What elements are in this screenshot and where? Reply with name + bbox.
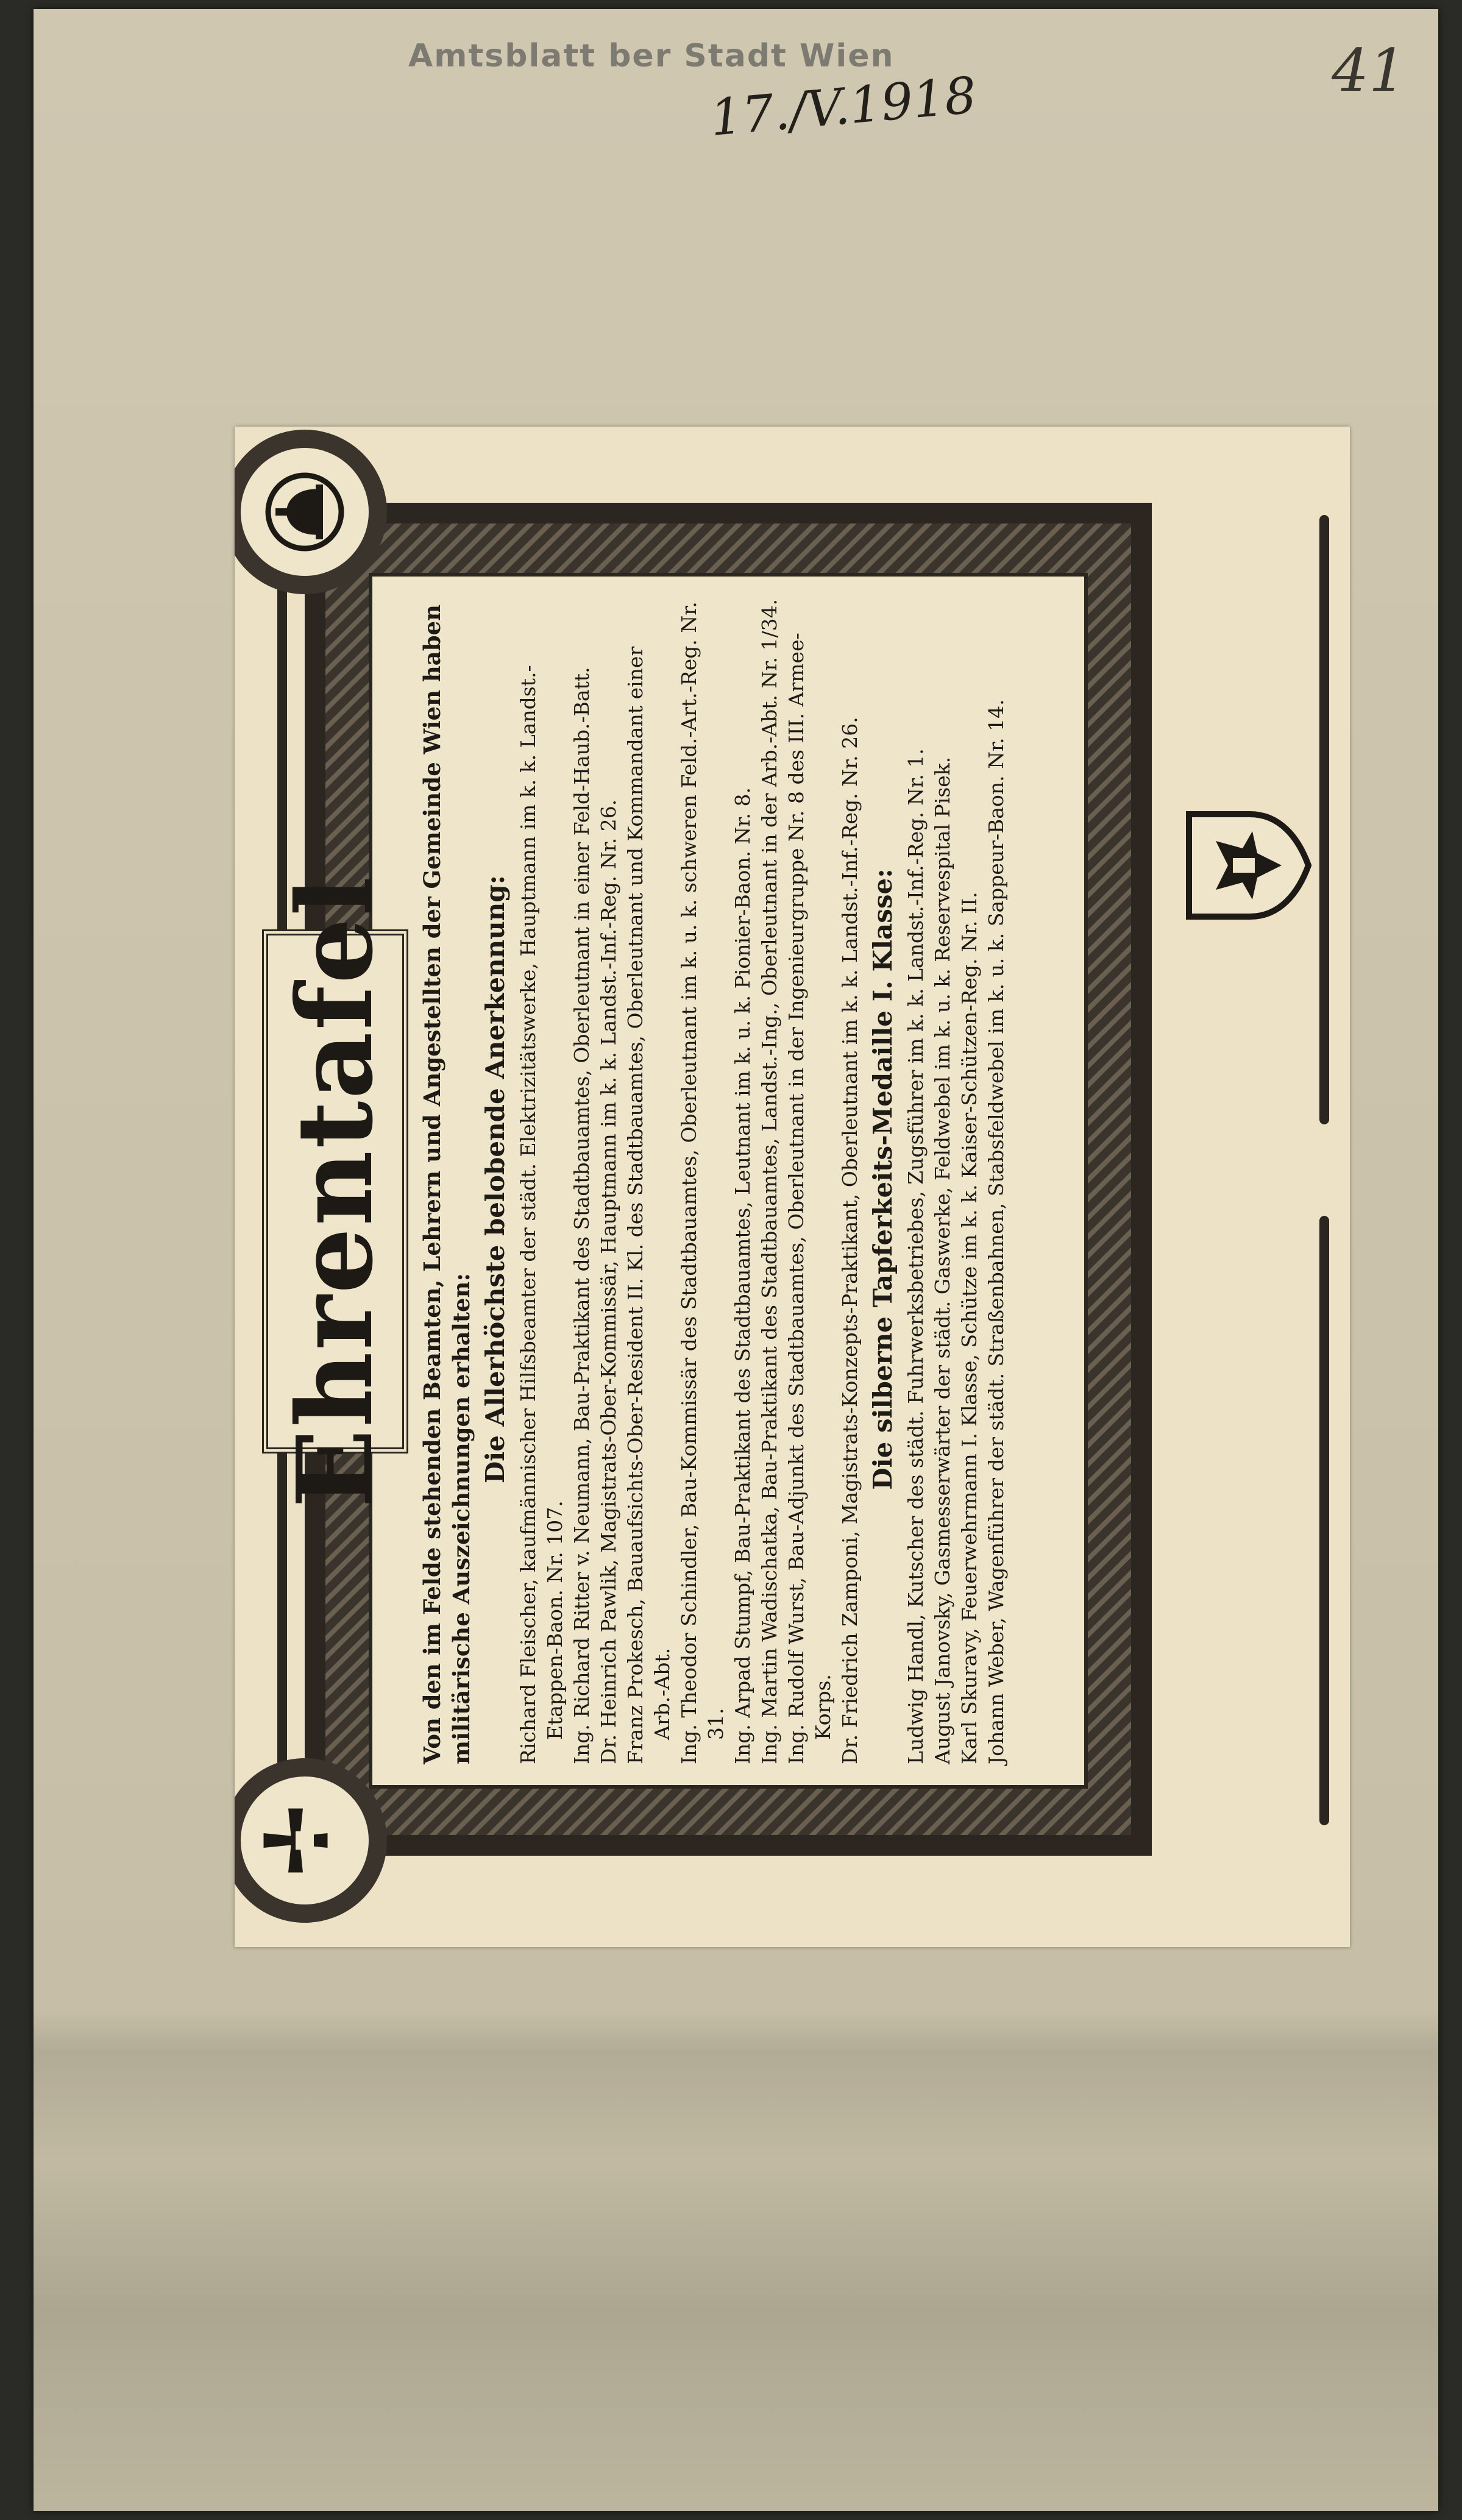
list-item: Ludwig Handl, Kutscher des städt. Fuhrwerksbetriebes, Zugsführer im k. k. Landst.-Inf.-Reg. Nr. 1.	[904, 748, 928, 1764]
list-item: Dr. Heinrich Pawlik, Magistrats-Ober-Kommissär, Hauptmann im k. k. Landst.-Inf.-Reg. Nr. 26.	[597, 799, 620, 1764]
list-item: Dr. Friedrich Zamponi, Magistrats-Konzepts-Praktikant, Oberleutnant im k. k. Landst.-Inf.-Reg. Nr. 26.	[838, 717, 862, 1764]
intro-text: Von den im Felde stehenden Beamten, Lehrern und Angestellten der Gemeinde Wien haben militärische Auszeichnungen erhalten:	[419, 604, 475, 1764]
list-item: Johann Weber, Wagenführer der städt. Straßenbahnen, Stabsfeldwebel im k. u. k. Sappeur-Baon. Nr. 14.	[984, 699, 1008, 1764]
rotated-clipping-sheet	[235, 427, 1350, 1947]
list-item: Franz Prokesch, Bauaufsichts-Ober-Resident II. Kl. des Stadtbauamtes, Oberleutnant und Kommandant einer Arb.-Abt.	[623, 646, 674, 1764]
handwritten-date: 17./V.1918	[708, 66, 979, 147]
newspaper-clipping	[235, 427, 1350, 1947]
list-item: Richard Fleischer, kaufmännischer Hilfsbeamter der städt. Elektrizitätswerke, Hauptmann im k. k. Landst.-Etappen-Baon. Nr. 107.	[516, 665, 567, 1764]
list-item: Ing. Rudolf Wurst, Bau-Adjunkt des Stadtbauamtes, Oberleutnant in der Ingenieurgruppe Nr. 8 des III. Armee-Korps.	[784, 633, 835, 1764]
list-item: Ing. Arpad Stumpf, Bau-Praktikant des Stadtbauamtes, Leutnant im k. u. k. Pionier-Baon. Nr. 8.	[731, 787, 754, 1764]
page-title: Ehrentafel	[274, 875, 396, 1508]
folio-number: 41	[1332, 37, 1407, 105]
coat-of-arms	[1173, 795, 1319, 935]
list-item: Ing. Theodor Schindler, Bau-Kommissär des Stadtbauamtes, Oberleutnant im k. u. k. schweren Feld.-Art.-Reg. Nr. 31.	[677, 602, 728, 1764]
list-item: Ing. Martin Wadischatka, Bau-Praktikant des Stadtbauamtes, Landst.-Ing., Oberleutnant in der Arb.-Abt. Nr. 1/34.	[758, 598, 781, 1764]
coat-of-arms-icon	[1179, 804, 1313, 926]
section-heading-recognition: Die Allerhöchste belobende Anerkennung:	[480, 875, 510, 1484]
list-item: Karl Skuravy, Feuerwehrmann I. Klasse, Schütze im k. k. Kaiser-Schützen-Reg. Nr. II.	[957, 892, 981, 1764]
helmet-icon	[259, 466, 350, 558]
list-item: Ing. Richard Ritter v. Neumann, Bau-Praktikant des Stadtbauamtes, Oberleutnant in einer Feld-Haub.-Batt.	[570, 667, 594, 1764]
frame-rod-bottom	[1319, 1216, 1329, 1825]
list-item: August Janovsky, Gasmesserwärter der städt. Gaswerke, Feldwebel im k. u. k. Reservespital Pisek.	[931, 756, 954, 1764]
paper-fold-shadow	[34, 2011, 1438, 2511]
section-heading-medal: Die silberne Tapferkeits-Medaille I. Klasse:	[868, 868, 898, 1490]
iron-cross-icon	[259, 1795, 350, 1886]
clipping-text	[417, 594, 1051, 1764]
archive-stamp: Amtsblatt ber Stadt Wien	[408, 38, 895, 74]
title-plate	[262, 875, 408, 1508]
frame-rod-bottom-right	[1319, 515, 1329, 1124]
